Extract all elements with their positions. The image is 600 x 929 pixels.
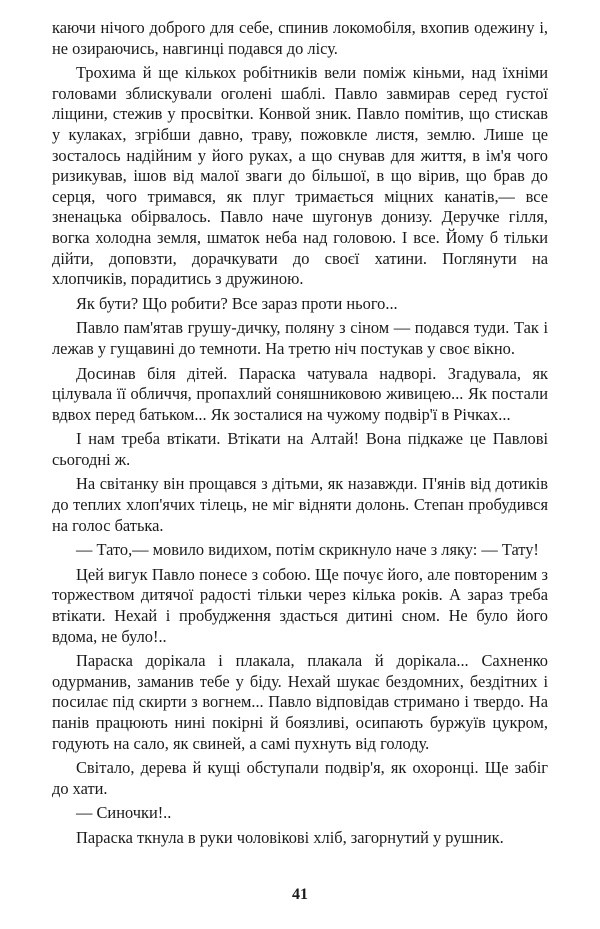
paragraph: Досинав біля дітей. Параска чатувала надворі. Згадувала, як цілувала її обличчя, пропахлий соняшниковою живицею... Як постали вдвох перед батьком... Як зосталися на чужому подвір'ї в Річках... — [52, 363, 548, 424]
paragraph: Як бути? Що робити? Все зараз проти нього... — [76, 293, 398, 313]
paragraph: каючи нічого доброго для себе, спинив локомобіля, вхопив одежину і, не озираючись, навгинці подався до лісу. — [52, 18, 548, 58]
paragraph: На світанку він прощався з дітьми, як назавжди. П'янів від дотиків до теплих хлоп'ячих тілець, не міг відняти долонь. Степан пробудився на голос батька. — [52, 474, 548, 535]
paragraph: Параска ткнула в руки чоловікові хліб, загорнутий у рушник. — [76, 827, 504, 847]
paragraph: Павло пам'ятав грушу-дичку, поляну з сіном — подався туди. Так і лежав у гущавині до темноти. На третю ніч постукав у своє вікно. — [52, 318, 548, 358]
paragraph: Трохима й ще кількох робітників вели поміж кіньми, над їхніми головами зблискували оголені шаблі. Павло завмирав серед густої ліщини, стежив у просвітки. Конвой зник. Павло помітив, що стискав у кулаках, згрібши давно, траву, пожовкле листя, землю. Лише це зосталось надійним у його руках, а що снував для життя, в ім'я чого ризикував, ішов від малої зваги до більшої, в що вірив, що брав до серця, чого тримався, як плуг тримається міцних канатів,— все зненацька обірвалось. Павло наче шугонув донизу. Деручке гілля, вогка холодна земля, шматок неба над головою. І все. Йому б тільки дійти, доповзти, дорачкувати до своєї хатини. Поглянути на хлопчиків, порадитись з дружиною. — [52, 63, 548, 289]
paragraph: Світало, дерева й кущі обступали подвір'я, як охоронці. Ще забіг до хати. — [52, 758, 548, 798]
paragraph: — Синочки!.. — [76, 803, 172, 823]
paragraph: І нам треба втікати. Втікати на Алтай! Вона підкаже це Павлові сьогодні ж. — [52, 429, 548, 469]
paragraph: — Тато,— мовило видихом, потім скрикнуло наче з ляку: — Тату! — [76, 540, 539, 560]
page-number: 41 — [292, 886, 308, 903]
paragraph: Цей вигук Павло понесе з собою. Ще почує його, але повтореним з торжеством дитячої радості тільки через кілька років. А зараз треба втікати. Нехай і пробудження здасться дитині сном. Не було його вдома, не було!.. — [52, 564, 548, 646]
body-text — [52, 18, 548, 849]
paragraph: Параска дорікала і плакала, плакала й дорікала... Сахненко одурманив, заманив тебе у біду. Нехай шукає бездомних, бездітних і посилає під скирти з вогнем... Павло відповідав стримано і твердо. На панів працюють нині покірні й боязливі, осипають буржуїв цукром, годують на сало, як свиней, а самі пухнуть від голоду. — [52, 651, 548, 753]
